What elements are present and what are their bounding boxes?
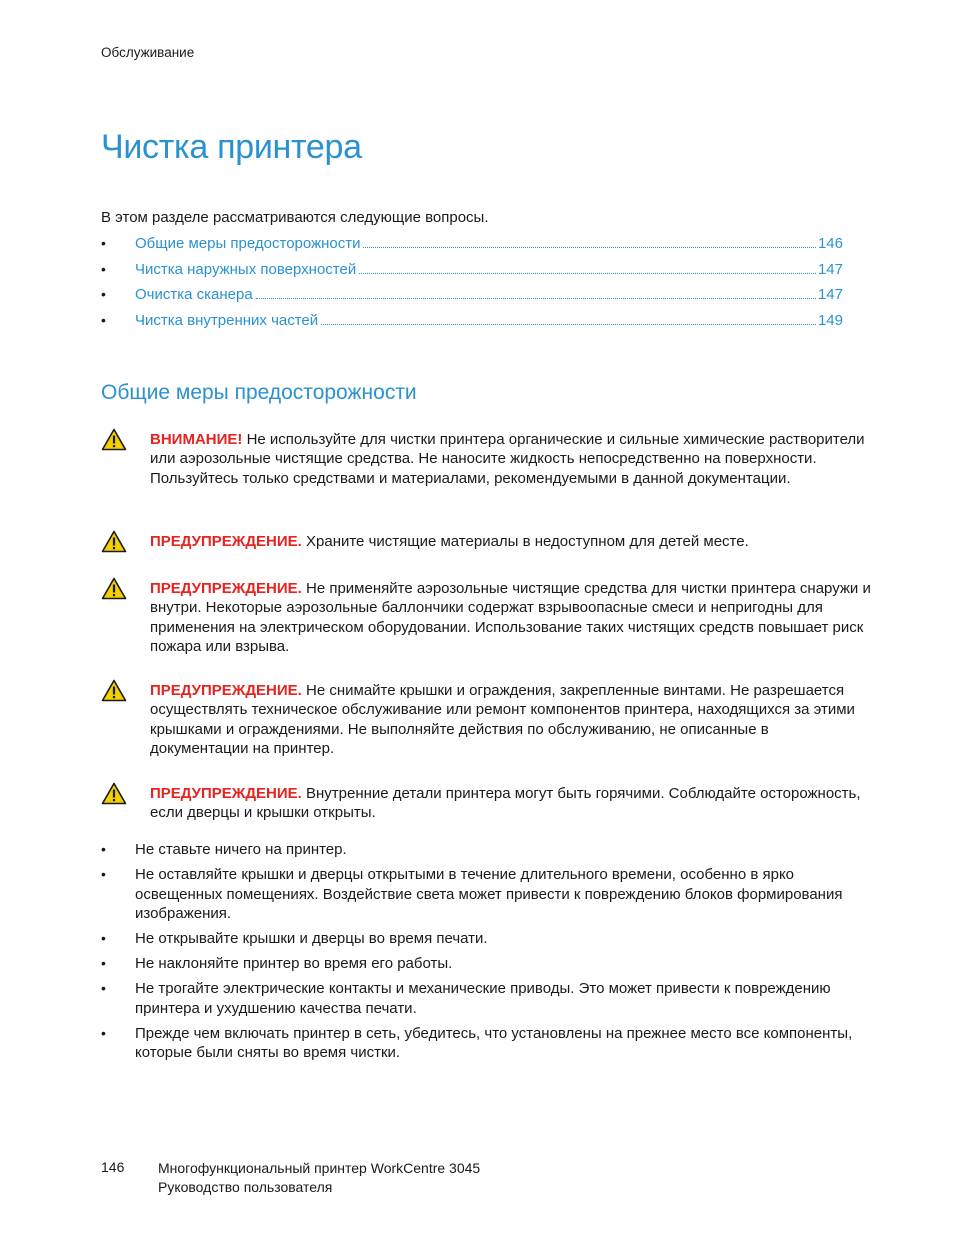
warning-label: ПРЕДУПРЕЖДЕНИЕ.: [150, 682, 302, 699]
list-item: [101, 954, 861, 973]
warning-body: Не применяйте аэрозольные чистящие средства для чистки принтера снаружи и внутри. Некоторые аэрозольные баллончики содержат взрывоопасные смеси и непригодны для применения на электрическом оборудовании. Использование таких чистящих средств повышает риск пожара или взрыва.: [150, 580, 871, 656]
warning-block: [101, 784, 871, 823]
warning-block: [101, 532, 871, 551]
footer-document-title: [158, 1159, 480, 1197]
toc-item-page[interactable]: 147: [817, 260, 843, 278]
bullet-icon: •: [101, 235, 106, 251]
list-item: [101, 840, 861, 859]
footer-page-number: 146: [101, 1159, 125, 1175]
list-item: [101, 865, 861, 923]
bullet-icon: •: [101, 1024, 106, 1041]
warning-block: [101, 681, 871, 759]
toc-item-scanner-cleaning[interactable]: [101, 286, 843, 312]
page-title: Чистка принтера: [101, 128, 362, 166]
bullet-icon: •: [101, 980, 106, 997]
warning-body: Не снимайте крышки и ограждения, закрепленные винтами. Не разрешается осуществлять техническое обслуживание или ремонт компонентов принтера, находящихся за этими крышками и ограждениями. Не выполняйте действия по обслуживанию, не описанные в документации на принтер.: [150, 682, 855, 758]
toc-item-label[interactable]: Очистка сканера: [135, 286, 253, 304]
warning-label: ПРЕДУПРЕЖДЕНИЕ.: [150, 580, 302, 597]
warning-triangle-icon: [101, 577, 127, 600]
toc-item-label[interactable]: Общие меры предосторожности: [135, 235, 361, 252]
warning-triangle-icon: [101, 679, 127, 702]
warning-label: ПРЕДУПРЕЖДЕНИЕ.: [150, 533, 302, 550]
list-item: [101, 979, 861, 1018]
warning-body: Внутренние детали принтера могут быть горячими. Соблюдайте осторожность, если дверцы и крышки открыты.: [150, 785, 861, 822]
running-header: Обслуживание: [101, 45, 195, 60]
toc-dot-leader: [363, 247, 815, 248]
toc-item-label[interactable]: Чистка внутренних частей: [135, 312, 319, 330]
toc-item-exterior-cleaning[interactable]: [101, 261, 843, 287]
warning-triangle-icon: [101, 428, 127, 451]
bullet-icon: •: [101, 286, 106, 303]
bullet-icon: •: [101, 260, 106, 277]
list-item-text: Не оставляйте крышки и дверцы открытыми в течение длительного времени, особенно в ярко освещенных помещениях. Воздействие света может привести к повреждению блоков формирования изображения.: [135, 866, 843, 922]
toc-item-page[interactable]: 146: [817, 235, 843, 252]
bullet-icon: •: [101, 841, 106, 857]
toc-item-page[interactable]: 147: [817, 286, 843, 304]
toc-item-page[interactable]: 149: [817, 312, 843, 330]
warning-label: ПРЕДУПРЕЖДЕНИЕ.: [150, 785, 302, 802]
warning-block: [101, 579, 871, 657]
list-item-text: Не трогайте электрические контакты и механические приводы. Это может привести к повреждению принтера и ухудшению качества печати.: [135, 980, 831, 1017]
warning-text: [150, 681, 871, 759]
section-title: Общие меры предосторожности: [101, 381, 417, 404]
list-item-text: Не наклоняйте принтер во время его работы.: [135, 955, 453, 973]
list-item-text: Прежде чем включать принтер в сеть, убедитесь, что установлены на прежнее место все компоненты, которые были сняты во время чистки.: [135, 1024, 853, 1062]
warning-triangle-icon: [101, 782, 127, 805]
toc-item-label[interactable]: Чистка наружных поверхностей: [135, 260, 357, 278]
precautions-list: [101, 840, 861, 1068]
warning-text: [150, 579, 871, 657]
toc-item-interior-cleaning[interactable]: [101, 312, 843, 338]
toc-item-general-precautions[interactable]: [101, 235, 843, 261]
toc-dot-leader: [256, 298, 816, 299]
warning-block: [101, 430, 871, 488]
footer-product-name: Многофункциональный принтер WorkCentre 3045: [158, 1160, 481, 1176]
toc-dot-leader: [359, 273, 816, 274]
warning-triangle-icon: [101, 530, 127, 553]
warning-body: Храните чистящие материалы в недоступном для детей месте.: [306, 533, 749, 550]
intro-text: В этом разделе рассматриваются следующие вопросы.: [101, 209, 489, 226]
warning-text: [150, 532, 871, 551]
bullet-icon: •: [101, 955, 106, 972]
toc-dot-leader: [321, 324, 816, 325]
footer-guide-name: Руководство пользователя: [158, 1179, 333, 1195]
bullet-icon: •: [101, 930, 106, 946]
warning-body: Не используйте для чистки принтера органические и сильные химические растворители или аэрозольные чистящие средства. Не наносите жидкость непосредственно на поверхности. Пользуйтесь только средствами и материалами, рекомендуемыми в данной документации.: [150, 431, 865, 487]
list-item: [101, 929, 861, 948]
warning-text: [150, 784, 871, 823]
table-of-contents: [101, 235, 843, 338]
bullet-icon: •: [101, 866, 106, 883]
list-item-text: Не ставьте ничего на принтер.: [135, 841, 347, 858]
list-item-text: Не открывайте крышки и дверцы во время печати.: [135, 930, 488, 947]
warning-text: [150, 430, 871, 488]
list-item: [101, 1024, 861, 1063]
bullet-icon: •: [101, 312, 106, 329]
warning-label: ВНИМАНИЕ!: [150, 431, 243, 448]
